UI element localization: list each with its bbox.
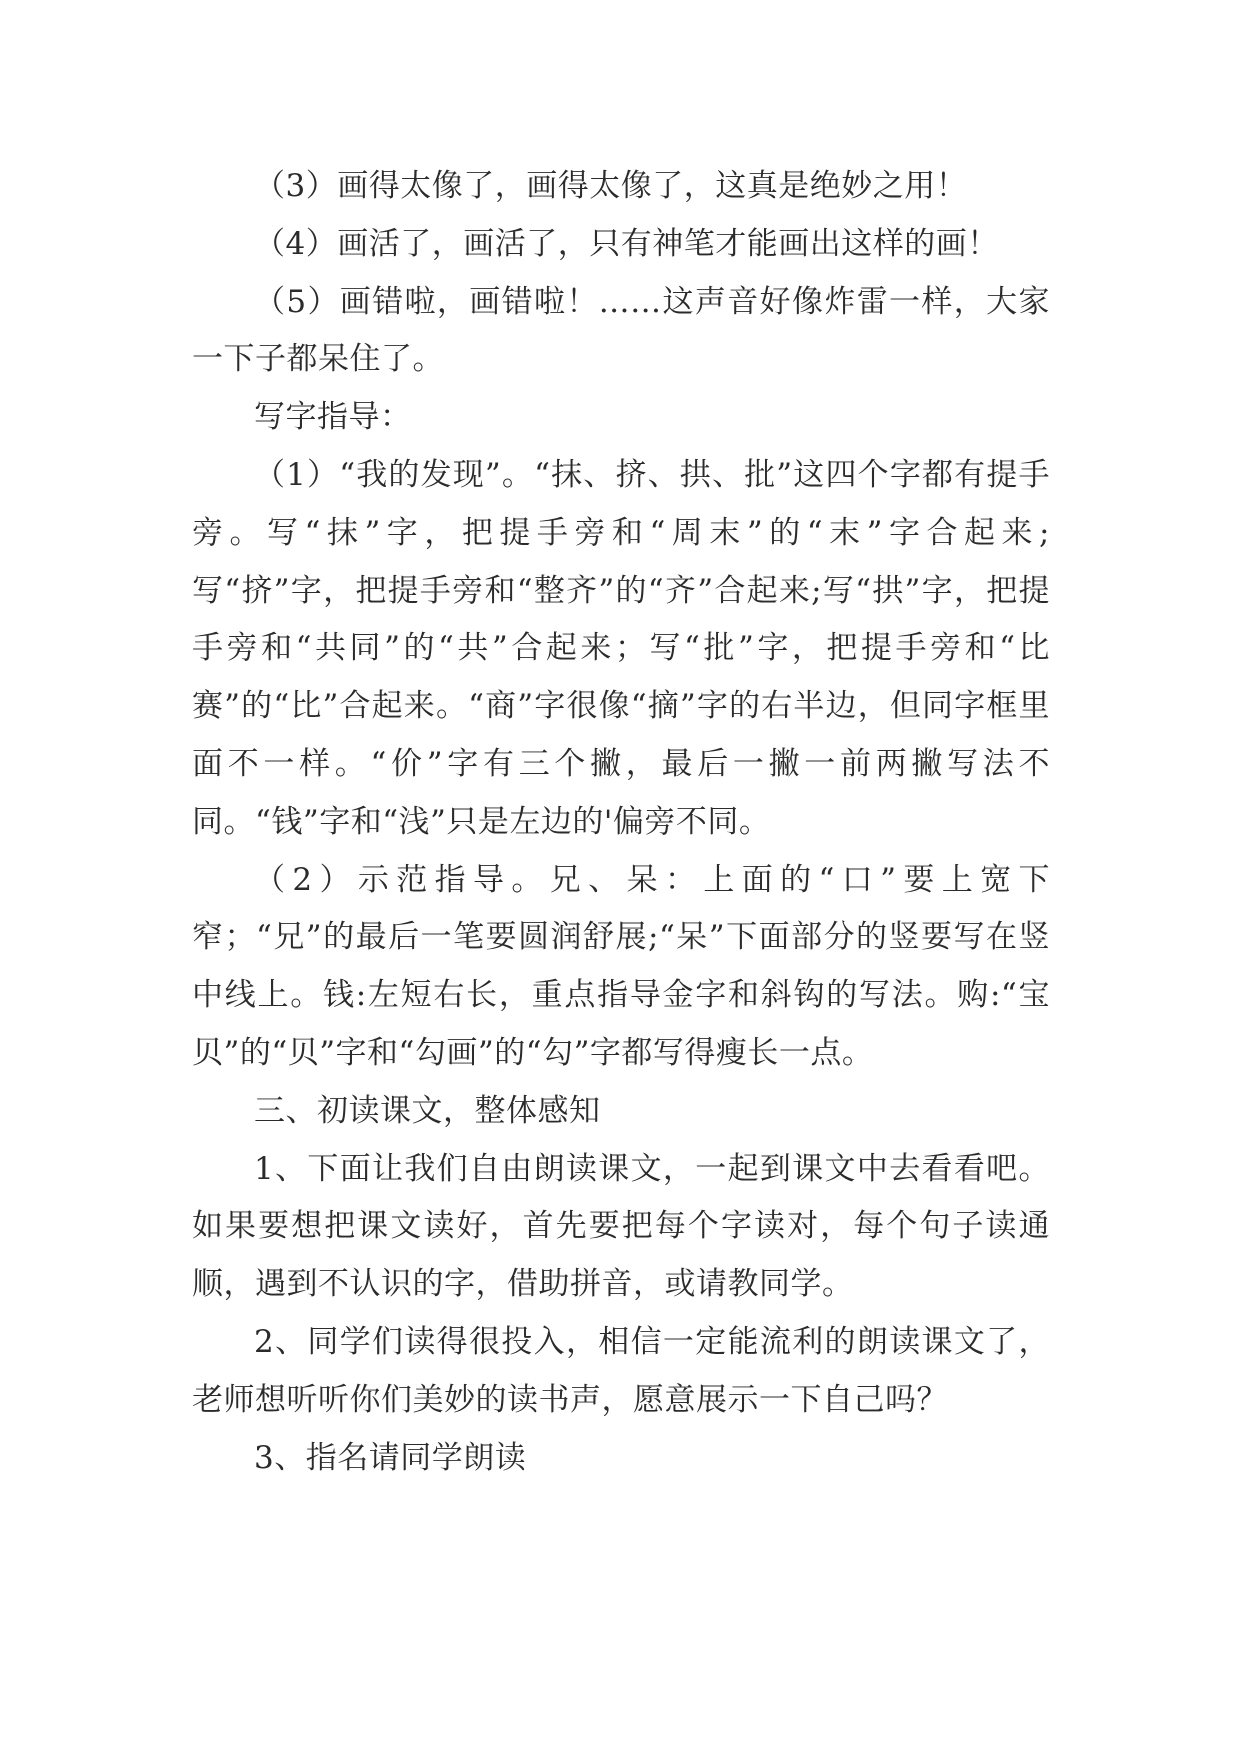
paragraph-reading-1: 1、下面让我们自由朗读课文，一起到课文中去看看吧。如果要想把课文读好，首先要把每个字读对，每个句子读通顺，遇到不认识的字，借助拼音，或请教同学。	[192, 1150, 1050, 1303]
paragraph-reading-3: 3、指名请同学朗读	[254, 1439, 527, 1476]
paragraph-example-4: （4）画活了，画活了，只有神笔才能画出这样的画！	[254, 225, 999, 262]
document-body	[192, 158, 1050, 1487]
section-heading-initial-reading: 三、初读课文，整体感知	[254, 1092, 601, 1129]
paragraph-writing-guide-2: （2）示范指导。兄、呆：上面的“口”要上宽下窄；“兄”的最后一笔要圆润舒展;“呆”下面部分的竖要写在竖中线上。钱:左短右长，重点指导金字和斜钩的写法。购:“宝贝”的“贝”字和“勾画”的“勾”字都写得瘦长一点。	[192, 861, 1050, 1071]
paragraph-reading-2: 2、同学们读得很投入，相信一定能流利的朗读课文了，老师想听听你们美妙的读书声，愿意展示一下自己吗？	[192, 1323, 1050, 1418]
paragraph-writing-guide-1: （1）“我的发现”。“抹、挤、拱、批”这四个字都有提手旁。写“抹”字，把提手旁和“周末”的“末”字合起来;写“挤”字，把提手旁和“整齐”的“齐”合起来;写“拱”字，把提手旁和“共同”的“共”合起来；写“批”字，把提手旁和“比赛”的“比”合起来。“商”字很像“摘”字的右半边，但同字框里面不一样。“价”字有三个撇，最后一撇一前两撇写法不同。“钱”字和“浅”只是左边的'偏旁不同。	[192, 456, 1050, 840]
paragraph-example-5: （5）画错啦，画错啦！……这声音好像炸雷一样，大家一下子都呆住了。	[192, 283, 1050, 378]
paragraph-example-3: （3）画得太像了，画得太像了，这真是绝妙之用！	[254, 168, 968, 204]
section-heading-writing-guide: 写字指导：	[254, 399, 412, 436]
